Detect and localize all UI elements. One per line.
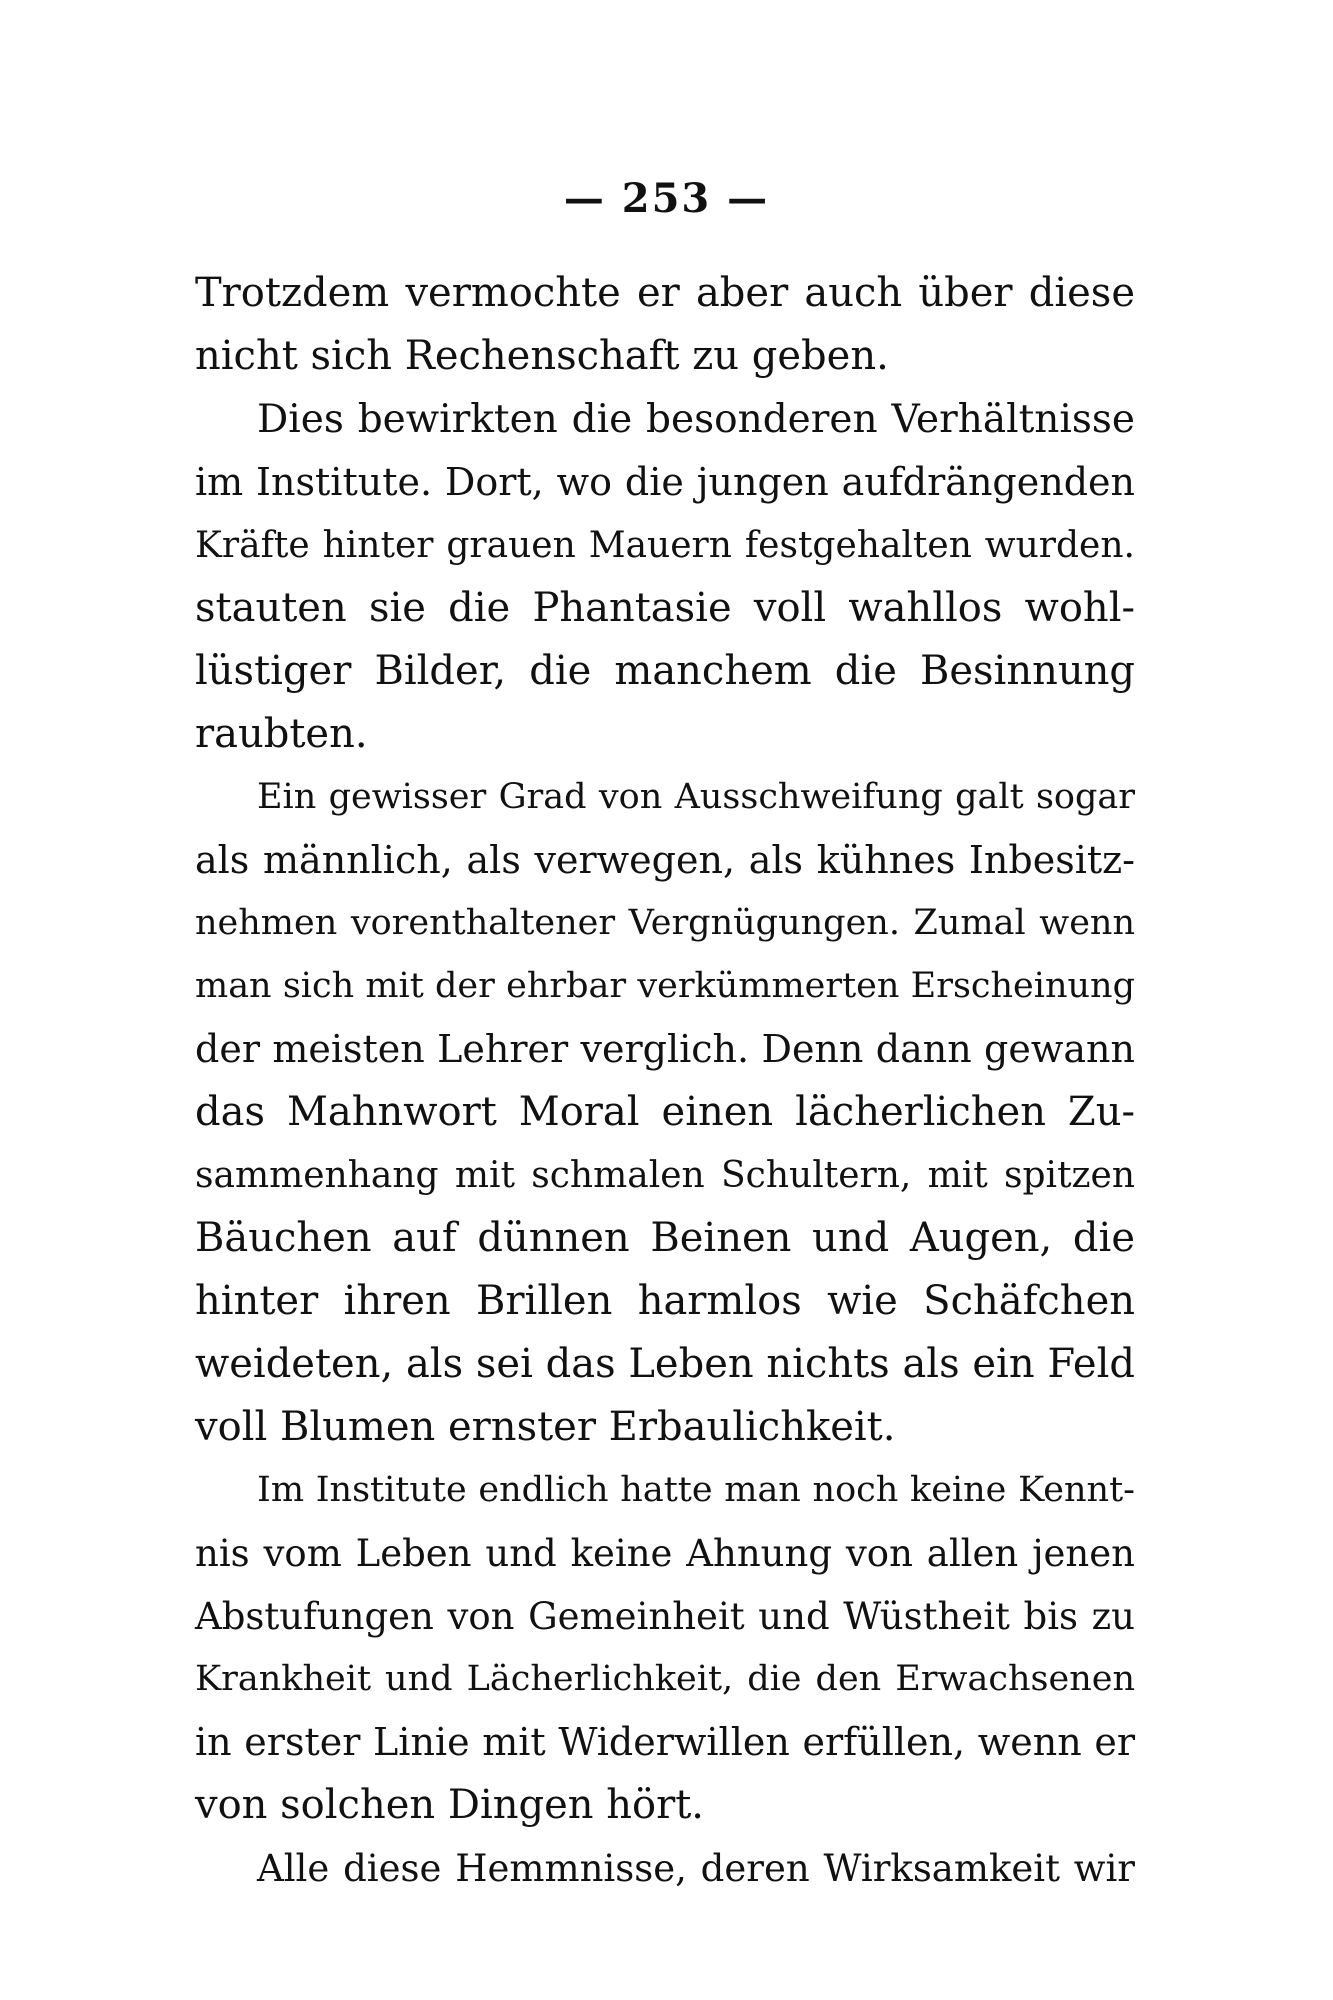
text-line: stauten sie die Phantasie voll wahllos wohl- (195, 585, 1135, 631)
text-line: man sich mit der ehrbar verkümmerten Erscheinung (195, 966, 1135, 1006)
text-line: raubten. (195, 711, 368, 757)
text-line: Im Institute endlich hatte man noch keine Kennt- (257, 1470, 1135, 1510)
text-line: das Mahnwort Moral einen lächerlichen Zu- (195, 1089, 1135, 1135)
text-line: hinter ihren Brillen harmlos wie Schäfchen (195, 1278, 1135, 1324)
text-line: Alle diese Hemmnisse, deren Wirksamkeit wir (257, 1847, 1135, 1890)
text-line: im Institute. Dort, wo die jungen aufdrängenden (195, 460, 1135, 504)
text-line: der meisten Lehrer verglich. Denn dann gewann (195, 1027, 1135, 1071)
text-line: Trotzdem vermochte er aber auch über diese (195, 270, 1135, 316)
text-line: sammenhang mit schmalen Schultern, mit spitzen (195, 1155, 1135, 1196)
text-line: von solchen Dingen hört. (195, 1782, 705, 1828)
page-number: — 253 — (563, 175, 770, 222)
text-line: Krankheit und Lächerlichkeit, die den Erwachsenen (195, 1659, 1135, 1699)
text-line: nicht sich Rechenschaft zu geben. (195, 333, 889, 379)
text-line: Dies bewirkten die besonderen Verhältnisse (257, 397, 1135, 442)
text-line: Kräfte hinter grauen Mauern festgehalten wurden. (195, 525, 1135, 566)
text-line: weideten, als sei das Leben nichts als ein Feld (195, 1341, 1135, 1387)
text-line: nis vom Leben und keine Ahnung von allen jenen (195, 1532, 1135, 1575)
text-line: nehmen vorenthaltener Vergnügungen. Zumal wenn (195, 903, 1135, 943)
text-line: voll Blumen ernster Erbaulichkeit. (195, 1404, 896, 1450)
text-line: als männlich, als verwegen, als kühnes Inbesitz- (195, 838, 1135, 882)
text-line: Abstufungen von Gemeinheit und Wüstheit bis zu (195, 1595, 1135, 1638)
text-line: Bäuchen auf dünnen Beinen und Augen, die (195, 1215, 1135, 1261)
text-line: Ein gewisser Grad von Ausschweifung galt sogar (257, 777, 1135, 817)
text-line: in erster Linie mit Widerwillen erfüllen, wenn er (195, 1720, 1135, 1764)
body-text (195, 262, 1135, 1900)
text-line: lüstiger Bilder, die manchem die Besinnung (195, 648, 1135, 694)
